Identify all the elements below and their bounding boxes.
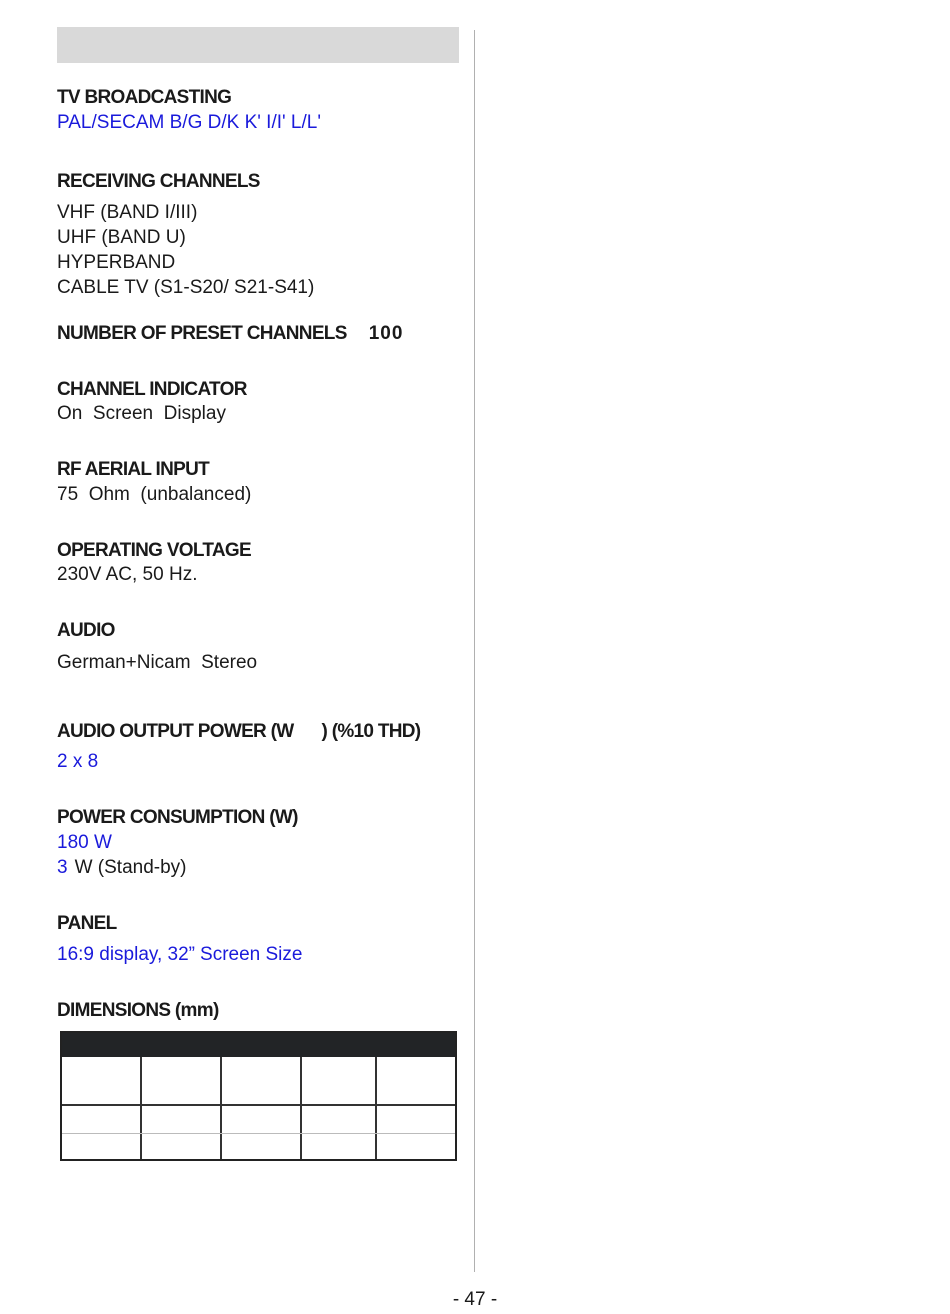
receiving-channel-item: CABLE TV (S1-S20/ S21-S41) xyxy=(57,277,315,298)
dimensions-table-header xyxy=(62,1033,455,1057)
audio-output-power-heading xyxy=(57,719,420,744)
audio-output-power-value: 2 x 8 xyxy=(57,751,99,772)
channel-indicator-value: On Screen Display xyxy=(57,403,226,424)
rf-aerial-input-value: 75 Ohm (unbalanced) xyxy=(57,484,252,505)
receiving-channel-item: VHF (BAND I/III) xyxy=(57,202,198,223)
panel-value-right: Screen Size xyxy=(200,944,303,965)
dimensions-table xyxy=(60,1031,457,1161)
table-row-divider xyxy=(62,1133,455,1134)
rf-aerial-input-heading: RF AERIAL INPUT xyxy=(57,459,210,480)
audio-output-power-heading-left: AUDIO OUTPUT POWER (W xyxy=(57,721,294,742)
receiving-channel-item: UHF (BAND U) xyxy=(57,227,186,248)
standby-power-label: W (Stand-by) xyxy=(74,857,187,878)
operating-voltage-value: 230V AC, 50 Hz. xyxy=(57,564,198,585)
receiving-channels-heading: RECEIVING CHANNELS xyxy=(57,171,260,192)
preset-channels-row xyxy=(57,321,403,346)
panel-value-left: 16:9 display, 32” xyxy=(57,944,196,965)
receiving-channel-item: HYPERBAND xyxy=(57,252,176,273)
standby-power-value: 3 xyxy=(57,857,68,878)
panel-heading: PANEL xyxy=(57,913,117,934)
table-column-divider xyxy=(375,1057,377,1159)
table-row-divider xyxy=(62,1104,455,1106)
power-consumption-value: 180 W xyxy=(57,832,112,853)
receiving-channels-list xyxy=(57,200,314,300)
channel-indicator-heading: CHANNEL INDICATOR xyxy=(57,379,247,400)
audio-heading: AUDIO xyxy=(57,620,115,641)
preset-channels-heading: NUMBER OF PRESET CHANNELS xyxy=(57,323,347,344)
table-column-divider xyxy=(140,1057,142,1159)
table-column-divider xyxy=(220,1057,222,1159)
tv-broadcasting-heading: TV BROADCASTING xyxy=(57,87,232,108)
tv-broadcasting-value: PAL/SECAM B/G D/K K' I/I' L/L' xyxy=(57,112,321,133)
header-bar xyxy=(57,27,459,63)
audio-value: German+Nicam Stereo xyxy=(57,652,258,673)
panel-value xyxy=(57,942,302,967)
power-consumption-heading: POWER CONSUMPTION (W) xyxy=(57,807,298,828)
standby-power-row xyxy=(57,855,187,880)
page-number: - 47 - xyxy=(452,1289,498,1310)
operating-voltage-heading: OPERATING VOLTAGE xyxy=(57,540,251,561)
column-divider xyxy=(474,30,475,1272)
audio-output-power-heading-right: ) (%10 THD) xyxy=(321,721,421,742)
dimensions-heading: DIMENSIONS (mm) xyxy=(57,1000,219,1021)
preset-channels-value: 100 xyxy=(368,323,404,344)
table-column-divider xyxy=(300,1057,302,1159)
